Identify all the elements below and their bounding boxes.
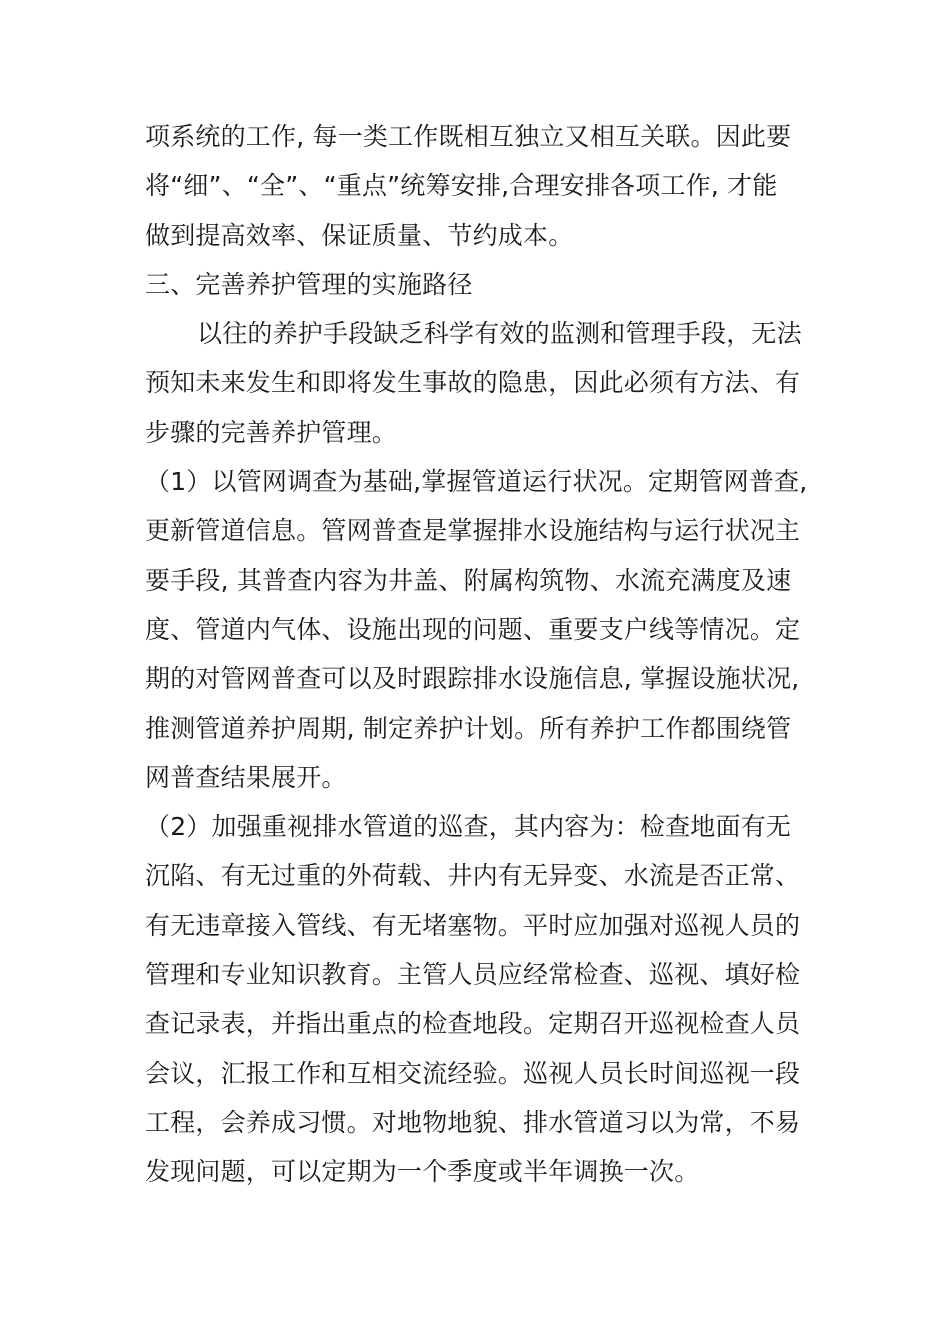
text-line: 发现问题，可以定期为一个季度或半年调换一次。 xyxy=(145,1157,700,1187)
section-heading: 三、完善养护管理的实施路径 xyxy=(145,269,473,299)
text-line: 会议，汇报工作和互相交流经验。巡视人员长时间巡视一段 xyxy=(145,1058,801,1088)
text-line: 沉陷、有无过重的外荷载、井内有无异变、水流是否正常、 xyxy=(145,861,801,891)
text-line: 将“细”、“全”、“重点”统筹安排,合理安排各项工作, 才能 xyxy=(145,171,778,201)
paragraph-first-line: 以往的养护手段缺乏科学有效的监测和管理手段，无法 xyxy=(197,319,802,349)
text-line: 期的对管网普查可以及时跟踪排水设施信息, 掌握设施状况, xyxy=(145,664,800,694)
text-line: 步骤的完善养护管理。 xyxy=(145,417,398,447)
text-line: 要手段, 其普查内容为井盖、附属构筑物、水流充满度及速 xyxy=(145,565,792,595)
list-item-1-first-line: （1）以管网调查为基础,掌握管道运行状况。定期管网普查, xyxy=(145,467,808,497)
text-line: 推测管道养护周期, 制定养护计划。所有养护工作都围绕管 xyxy=(145,713,792,743)
body-text xyxy=(145,112,825,1197)
text-line: 预知未来发生和即将发生事故的隐患，因此必须有方法、有 xyxy=(145,368,801,398)
text-line: 有无违章接入管线、有无堵塞物。平时应加强对巡视人员的 xyxy=(145,910,801,940)
text-line: 管理和专业知识教育。主管人员应经常检查、巡视、填好检 xyxy=(145,960,801,990)
text-line: 做到提高效率、保证质量、节约成本。 xyxy=(145,220,574,250)
text-line: 查记录表，并指出重点的检查地段。定期召开巡视检查人员 xyxy=(145,1009,801,1039)
text-line: 项系统的工作, 每一类工作既相互独立又相互关联。因此要 xyxy=(145,122,792,151)
text-line: 网普查结果展开。 xyxy=(145,762,347,792)
text-line: 度、管道内气体、设施出现的问题、重要支户线等情况。定 xyxy=(145,614,801,644)
list-item-2-first-line: （2）加强重视排水管道的巡查，其内容为：检查地面有无 xyxy=(145,812,792,842)
text-line: 更新管道信息。管网普查是掌握排水设施结构与运行状况主 xyxy=(145,516,801,546)
text-line: 工程，会养成习惯。对地物地貌、排水管道习以为常，不易 xyxy=(145,1107,801,1137)
